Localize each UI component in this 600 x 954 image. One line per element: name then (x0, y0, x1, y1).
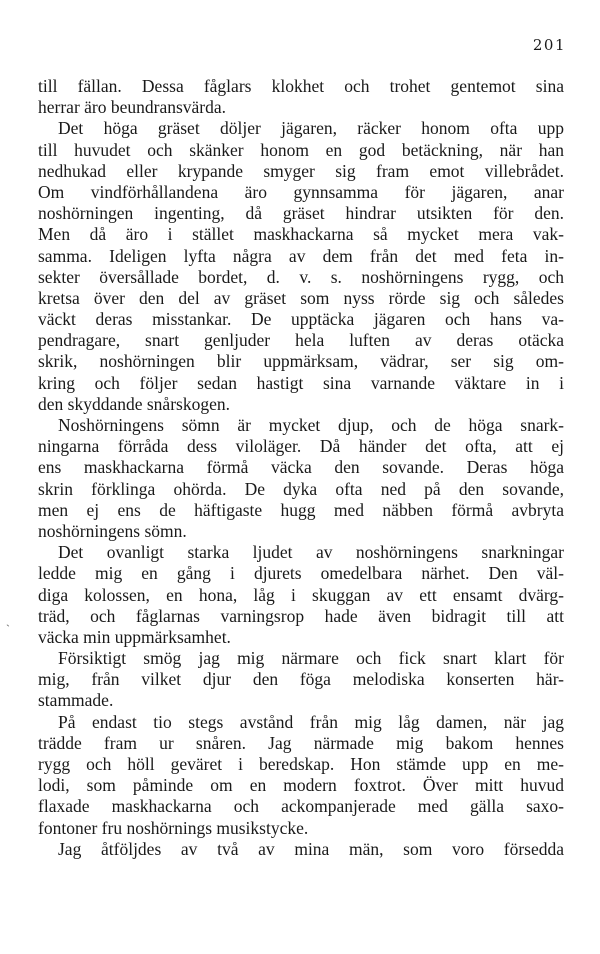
body-text (38, 76, 564, 860)
text-line: till fällan. Dessa fåglars klokhet och trohet gentemot sina (38, 76, 564, 96)
text-line: herrar äro beundransvärda. (38, 97, 227, 118)
text-line: skrin förklinga ohörda. De dyka ofta ned på den sovande, (38, 478, 564, 499)
text-line: ledde mig en gång i djurets omedelbara närhet. Den väl- (38, 563, 564, 584)
text-line: Men då äro i stället maskhackarna så mycket mera vak- (38, 224, 564, 245)
text-line: väcka min uppmärksamhet. (38, 626, 231, 647)
text-line: Noshörningens sömn är mycket djup, och de höga snark- (58, 415, 564, 435)
text-line: skrik, noshörningen blir uppmärksam, vädrar, ser sig om- (38, 351, 564, 372)
text-line: till huvudet och skänker honom en god betäckning, när han (38, 139, 564, 160)
text-line: Det höga gräset döljer jägaren, räcker honom ofta upp (58, 118, 564, 139)
text-line: diga kolossen, en hona, låg i skuggan av ett ensamt dvärg- (38, 584, 564, 605)
margin-mark: ˏ (6, 613, 10, 627)
text-line: Om vindförhållandena äro gynnsamma för jägaren, anar (38, 181, 564, 202)
text-line: fontoner fru noshörnings musikstycke. (38, 817, 309, 838)
text-line: nedhukad eller krypande smyger sig fram emot villebrådet. (38, 160, 564, 181)
text-line: sekter översållade bordet, d. v. s. noshörningens rygg, och (38, 266, 564, 287)
text-line: samma. Ideligen lyfta några av dem från det med feta in- (38, 245, 564, 266)
text-line: den skyddande snårskogen. (38, 393, 230, 414)
text-line: stammade. (38, 690, 114, 711)
text-line: kretsa över den del av gräset som nyss rörde sig och således (38, 287, 564, 308)
text-line: Det ovanligt starka ljudet av noshörningens snarkningar (58, 542, 564, 563)
text-line: På endast tio stegs avstånd från mig låg damen, när jag (58, 711, 564, 732)
text-line: rygg och höll geväret i beredskap. Hon stämde upp en me- (38, 754, 564, 774)
text-line: ens maskhackarna förmå väcka den sovande. Deras höga (38, 457, 564, 478)
text-line: kring och följer sedan hastigt sina varnande väktare in i (38, 372, 564, 393)
text-line: ningarna förråda dess viloläger. Då händer det ofta, att ej (38, 436, 564, 457)
text-line: träd, och fåglarnas varningsrop hade även bidragit till att (38, 605, 564, 626)
text-line: Jag åtföljdes av två av mina män, som voro försedda (58, 838, 564, 859)
text-line: pendragare, snart genljuder hela luften av deras otäcka (38, 330, 564, 351)
text-line: väckt deras misstankar. De upptäcka jägaren och hans va- (38, 309, 564, 330)
text-line: lodi, som påminde om en modern foxtrot. Över mitt huvud (38, 775, 564, 796)
text-line: mig, från vilket djur den föga melodiska konserten här- (38, 669, 564, 690)
text-line: trädde fram ur snåren. Jag närmade mig bakom hennes (38, 732, 564, 753)
text-line: men ej ens de häftigaste hugg med näbben förmå avbryta (38, 499, 564, 520)
page-number: 201 (532, 36, 566, 54)
text-line: noshörningens sömn. (38, 520, 187, 541)
text-line: noshörningen ingenting, då gräset hindrar utsikten för den. (38, 203, 564, 224)
text-line: flaxade maskhackarna och ackompanjerade med gälla saxo- (38, 796, 564, 817)
text-line: Försiktigt smög jag mig närmare och fick snart klart för (58, 648, 564, 669)
